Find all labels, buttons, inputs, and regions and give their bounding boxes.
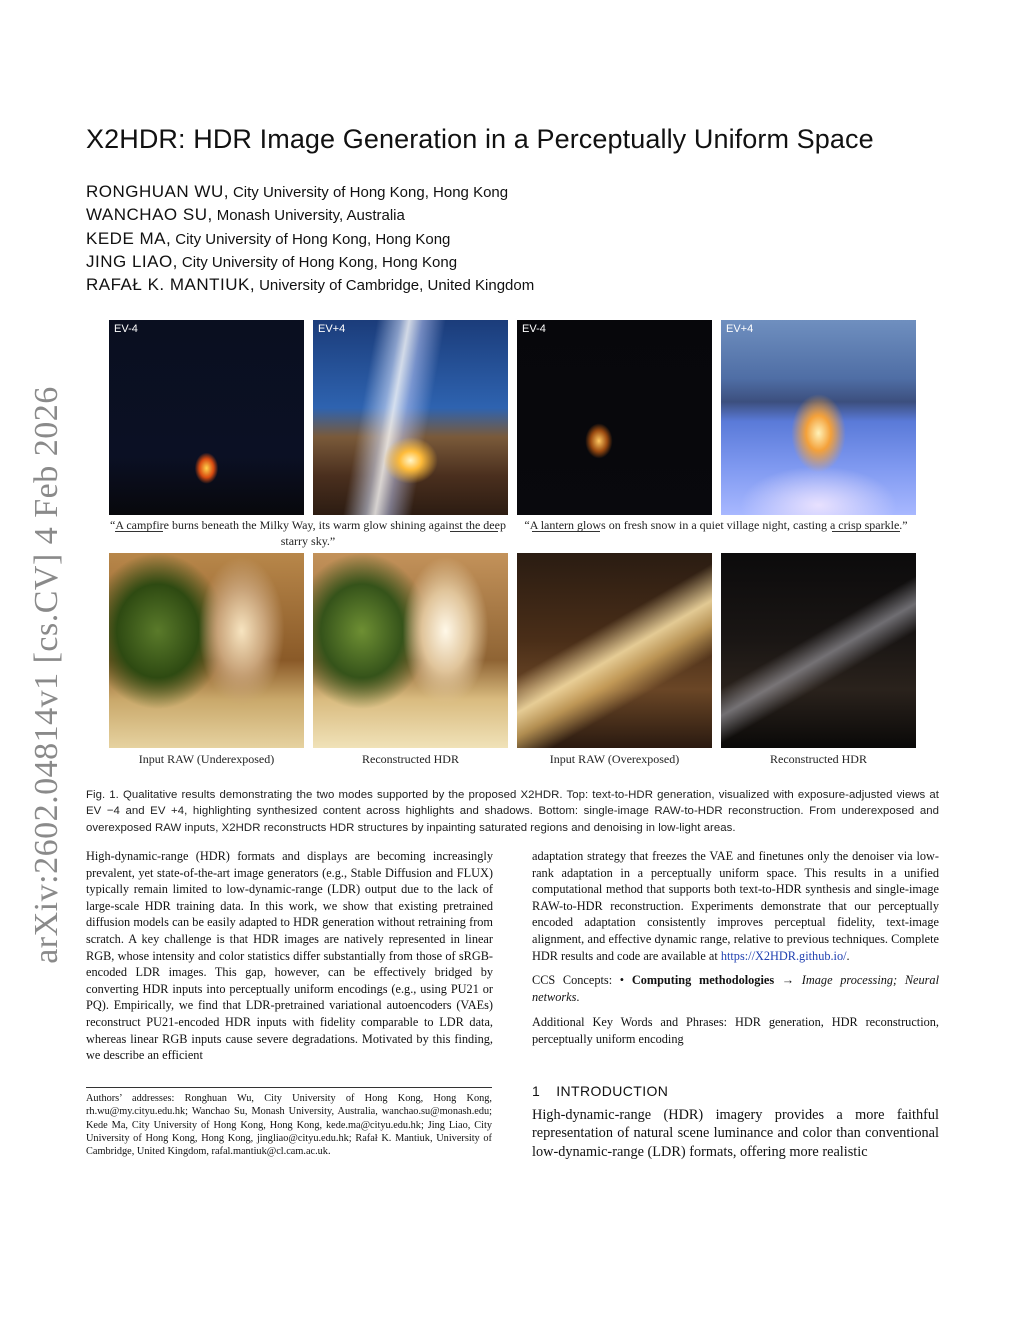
link-tail: . xyxy=(846,948,850,963)
campfire-ev-minus-image xyxy=(109,320,304,515)
section-body: High-dynamic-range (HDR) imagery provides a more faithful representation of natural scene luminance and color than conventional low-dynamic-range (LDR) formats, offering more realistic xyxy=(532,1107,939,1160)
abstract-paragraph: High-dynamic-range (HDR) formats and displays are becoming increasingly prevalent, yet state-of-the-art image generators (e.g., Stable Diffusion and FLUX) typically remain limited to low-dynamic-range (LDR) output due to the lack of large-scale HDR training data. In this work, we show that existing pretrained diffusion models can be easily adapted to HDR generation without retraining from scratch. A key challenge is that HDR images are natively represented in linear RGB, whose intensity and color statistics differ substantially from those of sRGB-encoded LDR images. This gap, however, can be effectively bridged by converting HDR inputs into perceptually uniform encodings (e.g., using PU21 or PQ). Empirically, we find that LDR-pretrained variational autoencoders (VAEs) reconstruct PU21-encoded HDR inputs with fidelity comparable to LDR data, whereas linear RGB inputs cause severe degradations. Motivated by this finding, we describe an efficient xyxy=(86,849,493,1063)
prompt-rule xyxy=(450,531,498,532)
image-caption: Reconstructed HDR xyxy=(770,752,867,766)
lantern-ev-plus-image xyxy=(721,320,916,515)
exposure-label: EV+4 xyxy=(726,323,754,335)
exposure-label: EV-4 xyxy=(114,323,138,335)
abstract-text: adaptation strategy that freezes the VAE and finetunes only the denoiser via low-rank adaptation in a perceptually uniform space. This results in a unified computational method that supports both text-to-HDR synthesis and single-image RAW-to-HDR reconstruction. Experiments demonstrate that our perceptually encoded adaptation consistently improves perceptual fidelity, text-image alignment, and effective dynamic range, relative to previous techniques. Complete HDR results and code are available at xyxy=(532,849,939,963)
author-name: RONGHUAN WU, xyxy=(86,182,229,201)
ccs-tail: . xyxy=(576,989,580,1004)
section-heading xyxy=(532,1083,668,1099)
image-caption: Input RAW (Overexposed) xyxy=(549,752,680,766)
author-name: JING LIAO, xyxy=(86,251,178,271)
section-title: INTRODUCTION xyxy=(556,1083,669,1099)
campfire-ev-plus-image xyxy=(313,320,508,515)
abstract-paragraph-continued xyxy=(532,848,939,964)
abstract-left-column xyxy=(86,848,493,1064)
ccs-arrow: → xyxy=(774,973,802,988)
image-caption: Input RAW (Underexposed) xyxy=(138,752,275,766)
author-name: WANCHAO SU, xyxy=(86,205,213,225)
author-entry xyxy=(86,275,886,298)
author-entry xyxy=(86,229,886,252)
author-name: RAFAŁ K. MANTIUK, xyxy=(86,275,256,295)
ccs-italic-terms: Image processing; Neural networks xyxy=(532,973,939,1004)
author-affiliation: Monash University, Australia xyxy=(216,207,405,225)
statue-raw-image xyxy=(109,553,304,748)
figure-caption: Fig. 1. Qualitative results demonstrating the two modes supported by the proposed X2HDR. Top: text-to-HDR generation, visualized with exposure-adjusted views at EV −4 and EV +4, highlighting synthesized content across highlights and shadows. Bottom: single-image RAW-to-HDR reconstruction. From underexposed and overexposed RAW inputs, X2HDR reconstructs HDR structures by inpainting saturated regions and denoising in low-light areas. xyxy=(86,789,939,834)
author-list xyxy=(86,182,886,298)
exposure-label: EV-4 xyxy=(522,323,546,335)
author-name: KEDE MA, xyxy=(86,228,172,248)
ccs-label: CCS Concepts: • xyxy=(532,973,632,988)
ccs-bold-term: Computing methodologies xyxy=(631,973,775,988)
project-link[interactable]: https://X2HDR.github.io/ xyxy=(720,948,847,963)
author-entry xyxy=(86,252,886,275)
footnote-rule xyxy=(86,1087,492,1088)
lantern-prompt: “A lantern glows on fresh snow in a quiet village night, casting a crisp sparkle.” xyxy=(524,518,908,532)
author-addresses-footnote: Authors’ addresses: Ronghuan Wu, City University of Hong Kong, Hong Kong, rh.wu@my.cityu.edu.hk; Wanchao Su, Monash University, Australia, wanchao.su@monash.edu; Kede Ma, City University of Hong Kong, Hong Kong, kede.ma@cityu.edu.hk; Jing Liao, City University of Hong Kong, Hong Kong, jingliao@cityu.edu.hk; Rafał K. Mantiuk, University of Cambridge, United Kingdom, rafal.mantiuk@cl.cam.ac.uk. xyxy=(86,1093,492,1158)
campfire-prompt: “A campfire burns beneath the Milky Way, its warm glow shining against the deep starry sky.” xyxy=(110,518,506,548)
author-entry xyxy=(86,182,886,205)
ccs-concepts xyxy=(532,972,939,1005)
lantern-ev-minus-image xyxy=(517,320,712,515)
author-affiliation: City University of Hong Kong, Hong Kong xyxy=(232,184,509,201)
paper-title: X2HDR: HDR Image Generation in a Perceptually Uniform Space xyxy=(86,124,874,154)
section-number: 1 xyxy=(532,1083,541,1099)
exposure-label: EV+4 xyxy=(318,323,346,335)
arxiv-side-stamp xyxy=(12,380,82,970)
piano-raw-image xyxy=(517,553,712,748)
author-affiliation: City University of Hong Kong, Hong Kong xyxy=(175,230,451,248)
statue-hdr-image xyxy=(313,553,508,748)
piano-hdr-image xyxy=(721,553,916,748)
arxiv-stamp-text: arXiv:2602.04814v1 [cs.CV] 4 Feb 2026 xyxy=(28,386,65,964)
abstract-right-column xyxy=(532,848,939,1048)
author-entry xyxy=(86,205,886,228)
image-caption: Reconstructed HDR xyxy=(362,752,459,766)
author-affiliation: City University of Hong Kong, Hong Kong xyxy=(181,253,458,271)
prompt-rule xyxy=(832,531,900,532)
author-affiliation: University of Cambridge, United Kingdom xyxy=(259,277,535,295)
keywords: Additional Key Words and Phrases: HDR generation, HDR reconstruction, perceptually uniform encoding xyxy=(532,1015,939,1046)
